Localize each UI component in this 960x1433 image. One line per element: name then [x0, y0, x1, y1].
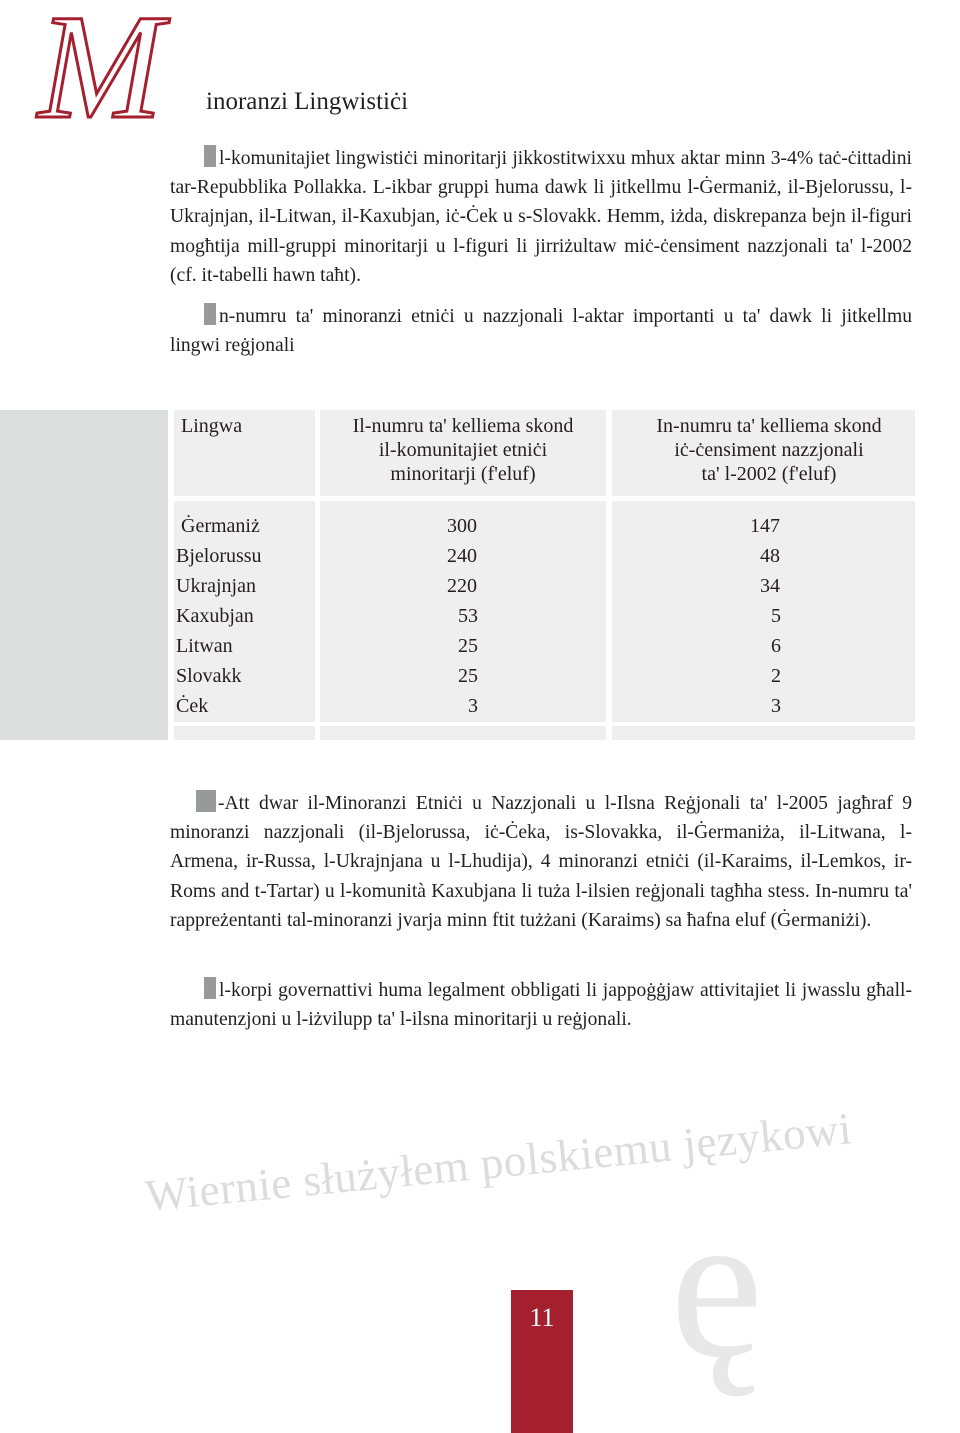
- table-header-language: Lingwa: [181, 415, 243, 437]
- table-footer-divider: [168, 722, 915, 726]
- table-header-census-line-1: In-numru ta' kelliema skond: [656, 415, 882, 437]
- paragraph-1: [170, 144, 912, 290]
- table-cell-language: Slovakk: [176, 665, 242, 687]
- table-cell-language: Ċek: [176, 695, 209, 717]
- table-header-community-line-2: il-komunitajiet etniċi: [378, 439, 548, 461]
- paragraph-1-text: l-komunitajiet lingwistiċi minoritarji jikkostitwixxu mhux aktar minn 3-4% taċ-ċittadini tar-Repubblika Pollakka. L-ikbar gruppi huma dawk li jitkellmu l-Ġermaniż, il-Bjelorussu, l-Ukrajnjan, il-Litwan, il-Kaxubjan, iċ-Ċek u s-Slovakk. Hemm, iżda, diskrepanza bejn il-figuri mogħtija mill-gruppi minoritarji u l-figuri li jirriżultaw miċ-ċensiment nazzjonali ta' l-2002 (cf. it-tabelli hawn taħt).: [170, 148, 912, 286]
- table-side-panel: [0, 410, 168, 740]
- paragraph-4-text: l-korpi governattivi huma legalment obbligati li jappoġġjaw attivitajiet li jwasslu għall-manutenzjoni u l-iżvilupp ta' l-ilsna minoritarji u reġjonali.: [170, 980, 912, 1031]
- drop-cap-block: [204, 977, 216, 999]
- drop-cap-block: [204, 303, 216, 325]
- table-cell-community: 25: [458, 665, 478, 687]
- page-number: 11: [529, 1303, 555, 1332]
- paragraph-4: [170, 976, 912, 1034]
- table-cell-census: 34: [760, 575, 780, 597]
- table-cell-language: Kaxubjan: [176, 605, 254, 627]
- table-cell-community: 300: [447, 515, 477, 537]
- table-cell-community: 240: [447, 545, 477, 567]
- drop-cap-block: [196, 790, 216, 812]
- drop-cap-block: [204, 145, 216, 167]
- table-cell-census: 5: [771, 605, 781, 627]
- table-cell-community: 220: [447, 575, 477, 597]
- section-title: inoranzi Lingwistiċi: [206, 88, 409, 115]
- table-header-divider: [168, 496, 915, 501]
- paragraph-2-text: n-numru ta' minoranzi etniċi u nazzjonali l-aktar importanti u ta' dawk li jitkellmu lingwi reġjonali: [170, 306, 912, 357]
- footer-motto: Wiernie służyłem polskiemu językowi: [143, 1103, 854, 1222]
- table-cell-language: Ukrajnjan: [176, 575, 256, 597]
- table-cell-census: 2: [771, 665, 781, 687]
- table-cell-census: 3: [771, 695, 781, 717]
- paragraph-3: [170, 789, 912, 935]
- table-header-community-line-3: minoritarji (f'eluf): [390, 463, 536, 485]
- table-cell-census: 48: [760, 545, 780, 567]
- table-cell-community: 25: [458, 635, 478, 657]
- paragraph-3-text: -Att dwar il-Minoranzi Etniċi u Nazzjonali u l-Ilsna Reġjonali ta' l-2005 jagħraf 9 minoranzi nazzjonali (il-Bjelorussa, iċ-Ċeka, is-Slovakka, il-Ġermaniża, il-Litwana, l-Armena, ir-Russa, l-Ukrajnjana u l-Lhudija), 4 minoranzi etniċi (il-Karaims, il-Lemkos, ir-Roms and t-Tartar) u l-komunità Kaxubjana li tuża l-ilsien reġjonali tagħha stess. In-numru ta' rappreżentanti tal-minoranzi jvarja minn ftit tużżani (Karaims) sa ħafna eluf (Ġermaniżi).: [170, 793, 912, 931]
- table-cell-language: Bjelorussu: [176, 545, 262, 567]
- decorative-initial-m: M: [38, 0, 163, 150]
- table-cell-census: 147: [750, 515, 780, 537]
- table-cell-community: 3: [468, 695, 478, 717]
- table-header-census-line-2: iċ-ċensiment nazzjonali: [674, 439, 864, 461]
- table-cell-language: Ġermaniż: [181, 515, 260, 537]
- table-header-community-line-1: Il-numru ta' kelliema skond: [352, 415, 574, 437]
- table-header-census-line-3: ta' l-2002 (f'eluf): [701, 463, 837, 485]
- paragraph-2: [170, 302, 912, 360]
- decorative-letter: ę: [670, 1169, 764, 1401]
- table-cell-census: 6: [771, 635, 781, 657]
- table-cell-community: 53: [458, 605, 478, 627]
- table-cell-language: Litwan: [176, 635, 233, 657]
